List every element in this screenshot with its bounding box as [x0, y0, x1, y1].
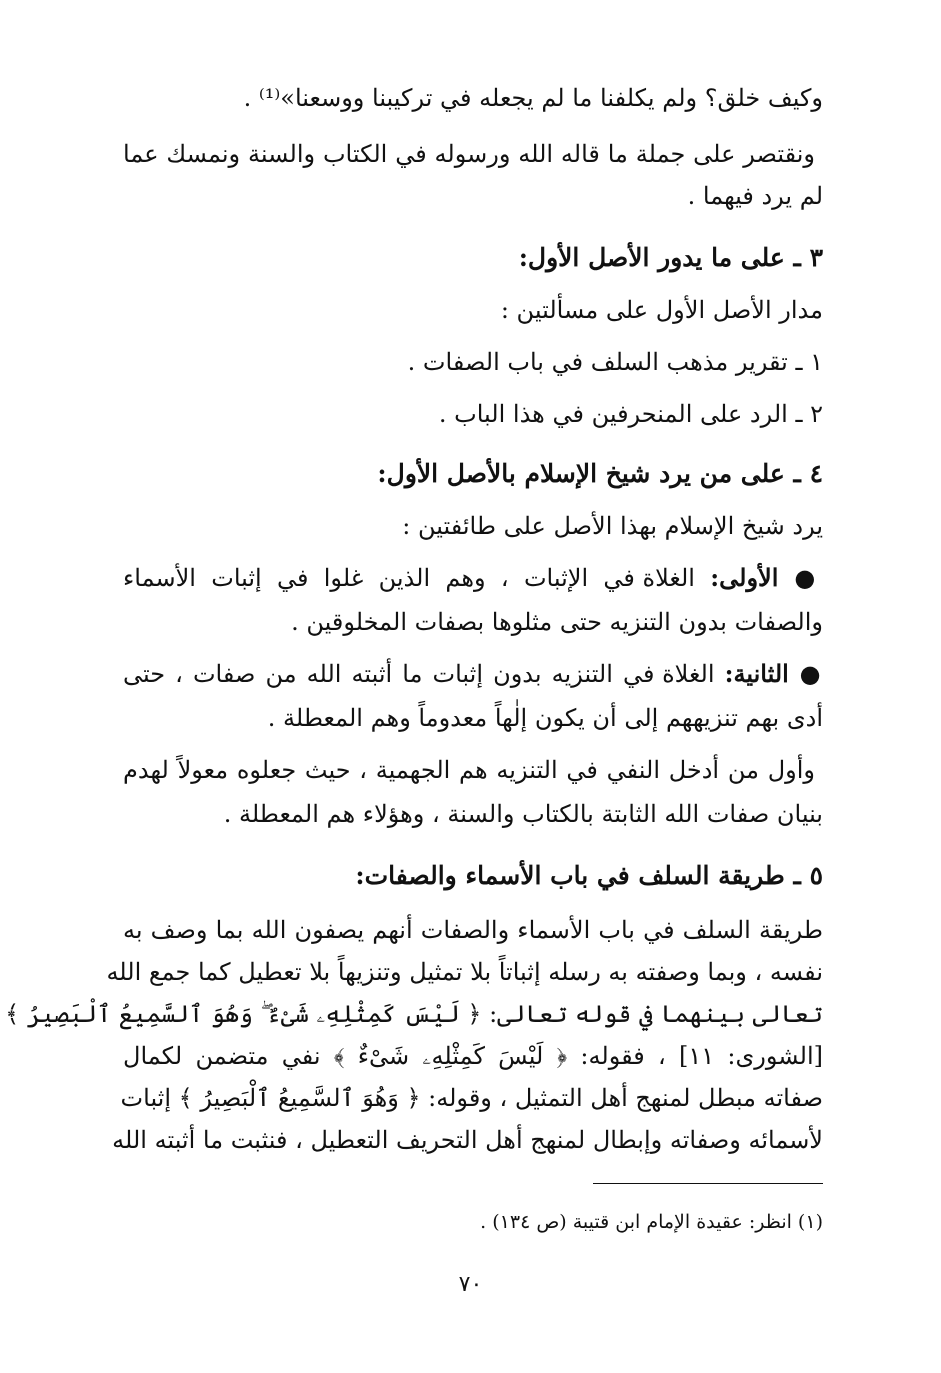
- paragraph-line: صفاته مبطل لمنهج أهل التمثيل ، وقوله: ﴿ وَهُوَ ٱلسَّمِيعُ ٱلْبَصِيرُ ﴾ إثبات: [120, 1084, 823, 1112]
- bullet-text: الغلاة في الإثبات ، وهم الذين غلوا في إثبات الأسماء: [123, 564, 695, 592]
- bullet-text: الغلاة في التنزيه بدون إثبات ما أثبته الله من صفات ، حتى: [123, 660, 715, 688]
- section-heading-4: ٤ ـ على من يرد شيخ الإسلام بالأصل الأول:: [377, 459, 823, 488]
- paragraph-line: وكيف خلق؟ ولم يكلفنا ما لم يجعله في تركيبنا ووسعنا»⁽¹⁾ .: [243, 84, 823, 112]
- list-item: ١ ـ تقرير مذهب السلف في باب الصفات .: [407, 348, 823, 376]
- page-number: ٧٠: [458, 1272, 483, 1297]
- bullet-label: ● الأولى:: [710, 563, 823, 592]
- paragraph-line: [الشورى: ١١] ، فقوله: ﴿ لَيْسَ كَمِثْلِهِۦ شَىْءٌ ﴾ نفي متضمن لكمال: [123, 1042, 823, 1070]
- footnote-divider: [593, 1183, 823, 1184]
- section-heading-3: ٣ ـ على ما يدور الأصل الأول:: [518, 243, 823, 272]
- bullet-label: ● الثانية:: [724, 659, 823, 688]
- paragraph-line: مدار الأصل الأول على مسألتين :: [500, 296, 823, 324]
- bullet-item: [123, 558, 823, 598]
- footnote: (١) انظر: عقيدة الإمام ابن قتيبة (ص ١٣٤) .: [480, 1211, 823, 1233]
- paragraph-line: تعالى بينهما في قوله تعالى: ﴿ لَيْسَ كَمِثْلِهِۦ شَىْءٌ ۖ وَهُوَ ٱلسَّمِيعُ ٱلْبَصِيرُ ﴾: [5, 1000, 823, 1028]
- paragraph-line: طريقة السلف في باب الأسماء والصفات أنهم يصفون الله بما وصف به: [123, 916, 823, 944]
- paragraph-line: نفسه ، وبما وصفته به رسله إثباتاً بلا تمثيل وتنزيهاً بلا تعطيل كما جمع الله: [106, 958, 823, 986]
- paragraph-line: لأسمائه وصفاته وإبطال لمنهج أهل التحريف التعطيل ، فنثبت ما أثبته الله: [112, 1126, 823, 1154]
- paragraph-line: يرد شيخ الإسلام بهذا الأصل على طائفتين :: [402, 512, 823, 540]
- list-item: ٢ ـ الرد على المنحرفين في هذا الباب .: [438, 400, 823, 428]
- paragraph-line: والصفات بدون التنزيه حتى مثلوها بصفات المخلوقين .: [291, 608, 823, 636]
- paragraph-line: ونقتصر على جملة ما قاله الله ورسوله في الكتاب والسنة ونمسك عما: [123, 140, 815, 168]
- paragraph-line: أدى بهم تنزيههم إلى أن يكون إلٰهاً معدوماً وهم المعطلة .: [267, 704, 823, 732]
- paragraph-line: وأول من أدخل النفي في التنزيه هم الجهمية ، حيث جعلوه معولاً لهدم: [123, 756, 815, 784]
- paragraph-line: بنيان صفات الله الثابتة بالكتاب والسنة ، وهؤلاء هم المعطلة .: [223, 800, 823, 828]
- section-heading-5: ٥ ـ طريقة السلف في باب الأسماء والصفات:: [355, 861, 823, 890]
- paragraph-line: لم يرد فيهما .: [687, 182, 823, 210]
- bullet-item: [123, 654, 823, 694]
